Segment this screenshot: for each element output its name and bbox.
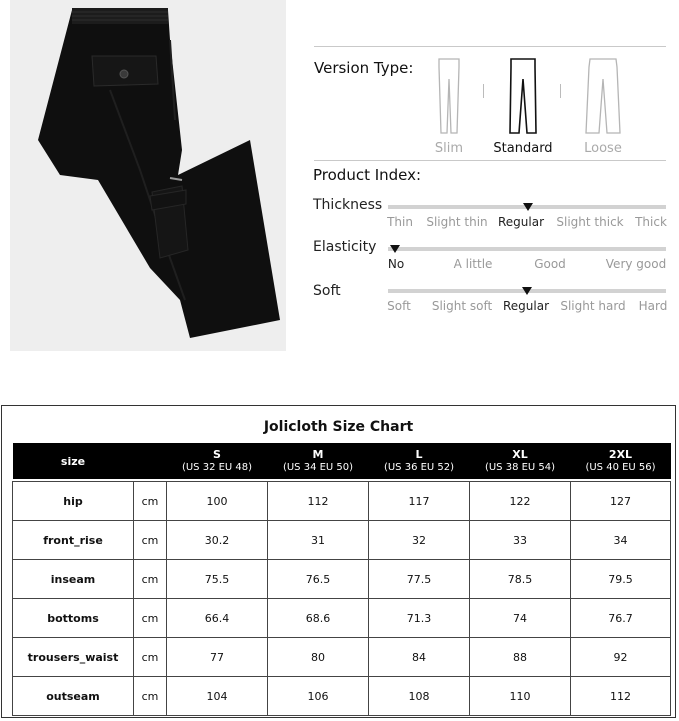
table-cell: 66.4 — [167, 599, 268, 638]
row-name: bottoms — [13, 599, 134, 638]
table-cell: 32 — [369, 521, 470, 560]
table-cell: 112 — [268, 482, 369, 521]
row-unit: cm — [134, 677, 167, 716]
row-name: front_rise — [13, 521, 134, 560]
index-tick: Slight hard — [560, 299, 626, 313]
index-name-thickness: Thickness — [313, 197, 383, 213]
table-cell: 74 — [470, 599, 571, 638]
header-size-col — [369, 443, 470, 479]
table-cell: 76.7 — [571, 599, 671, 638]
table-row — [13, 599, 671, 638]
table-cell: 110 — [470, 677, 571, 716]
table-cell: 68.6 — [268, 599, 369, 638]
pants-body — [38, 10, 280, 338]
size-chart — [1, 405, 676, 718]
version-option-label: Loose — [584, 141, 622, 156]
size-sub: (US 36 EU 52) — [383, 462, 455, 473]
table-cell: 30.2 — [167, 521, 268, 560]
slim-pants-icon — [429, 57, 469, 135]
table-cell: 104 — [167, 677, 268, 716]
table-cell: 79.5 — [571, 560, 671, 599]
standard-pants-icon — [503, 57, 543, 135]
row-unit: cm — [134, 521, 167, 560]
table-cell: 92 — [571, 638, 671, 677]
size-chart-title: Jolicloth Size Chart — [263, 419, 414, 435]
table-header-row — [13, 443, 671, 479]
index-tick-selected: No — [387, 257, 405, 271]
index-tick-selected: Regular — [502, 299, 550, 313]
table-cell: 33 — [470, 521, 571, 560]
index-marker-icon — [522, 287, 532, 295]
divider — [314, 46, 666, 47]
size-sub: (US 32 EU 48) — [181, 462, 253, 473]
index-tick: Thick — [635, 215, 667, 229]
size-name: 2XL — [608, 448, 633, 461]
table-cell: 31 — [268, 521, 369, 560]
index-tick: A little — [453, 257, 493, 271]
table-cell: 76.5 — [268, 560, 369, 599]
table-cell: 106 — [268, 677, 369, 716]
row-unit: cm — [134, 599, 167, 638]
table-cell: 112 — [571, 677, 671, 716]
row-name: outseam — [13, 677, 134, 716]
index-name-soft: Soft — [313, 283, 341, 299]
table-cell: 108 — [369, 677, 470, 716]
size-sub: (US 38 EU 54) — [484, 462, 556, 473]
product-index-title: Product Index: — [313, 166, 422, 184]
version-option-loose — [558, 57, 648, 156]
product-photo — [10, 0, 286, 351]
version-option-standard — [478, 57, 568, 156]
header-size-col — [470, 443, 571, 479]
table-cell: 122 — [470, 482, 571, 521]
index-tick: Hard — [638, 299, 668, 313]
size-name: S — [213, 448, 221, 461]
index-marker-icon — [523, 203, 533, 211]
row-name: inseam — [13, 560, 134, 599]
index-marker-icon — [390, 245, 400, 253]
table-cell: 77 — [167, 638, 268, 677]
index-tick: Soft — [387, 299, 411, 313]
size-sub: (US 34 EU 50) — [282, 462, 354, 473]
index-name-elasticity: Elasticity — [313, 239, 377, 255]
table-row — [13, 638, 671, 677]
table-cell: 127 — [571, 482, 671, 521]
index-tick: Thin — [387, 215, 413, 229]
table-row — [13, 560, 671, 599]
size-name: XL — [512, 448, 528, 461]
table-row — [13, 521, 671, 560]
version-option-label: Standard — [493, 141, 553, 156]
table-cell: 84 — [369, 638, 470, 677]
table-cell: 88 — [470, 638, 571, 677]
size-sub: (US 40 EU 56) — [585, 462, 656, 473]
loose-pants-icon — [583, 57, 623, 135]
header-unit — [134, 443, 167, 479]
divider — [314, 160, 666, 161]
row-unit: cm — [134, 560, 167, 599]
index-tick: Slight thin — [426, 215, 488, 229]
table-cell: 78.5 — [470, 560, 571, 599]
row-name: hip — [13, 482, 134, 521]
size-name: M — [312, 448, 324, 461]
row-unit: cm — [134, 638, 167, 677]
table-cell: 71.3 — [369, 599, 470, 638]
header-size-col — [571, 443, 671, 479]
table-cell: 80 — [268, 638, 369, 677]
pocket-button — [120, 70, 128, 78]
table-row — [13, 482, 671, 521]
header-size-col — [268, 443, 369, 479]
table-cell: 75.5 — [167, 560, 268, 599]
version-option-label: Slim — [434, 141, 464, 156]
row-name: trousers_waist — [13, 638, 134, 677]
size-name: L — [415, 448, 423, 461]
table-row — [13, 677, 671, 716]
table-cell: 34 — [571, 521, 671, 560]
table-cell: 100 — [167, 482, 268, 521]
index-tick-selected: Regular — [497, 215, 545, 229]
index-tick: Slight thick — [556, 215, 624, 229]
table-cell: 77.5 — [369, 560, 470, 599]
cargo-pants-image — [10, 0, 286, 351]
header-size: size — [13, 443, 134, 479]
version-type-title: Version Type: — [314, 59, 414, 77]
index-bar-elasticity — [388, 247, 666, 251]
index-tick: Good — [534, 257, 566, 271]
size-table — [12, 443, 671, 716]
row-unit: cm — [134, 482, 167, 521]
header-size-col — [167, 443, 268, 479]
index-tick: Slight soft — [431, 299, 493, 313]
table-cell: 117 — [369, 482, 470, 521]
index-tick: Very good — [605, 257, 667, 271]
